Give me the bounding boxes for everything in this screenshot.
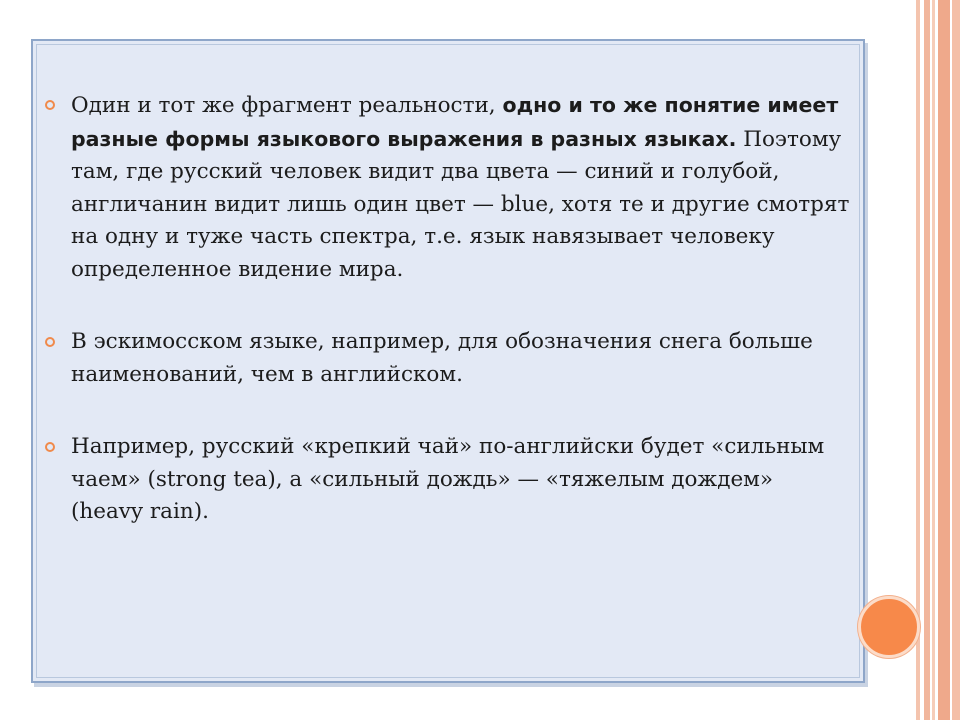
bullet-item (71, 326, 851, 391)
bullet-text: Например, русский «крепкий чай» по-английски будет «сильным чаем» (strong tea), а «сильный дождь» — «тяжелым дождем» (heavy rain). (71, 434, 825, 524)
content-panel (31, 39, 865, 683)
bullet-text: Поэтому там, где русский человек видит два цвета — синий и голубой, англичанин видит лишь один цвет — blue, хотя те и другие смотрят на одну и туже часть спектра, т.е. язык навязывает человеку определенное видение мира. (71, 126, 850, 282)
bullet-item (71, 89, 851, 286)
bullet-icon (45, 337, 55, 347)
bullet-bold-text: одно и то же понятие имеет разные формы языкового выражения в разных языках. (71, 93, 839, 151)
bullet-text: В эскимосском языке, например, для обозначения снега больше наименований, чем в английском. (71, 329, 813, 387)
bullet-icon (45, 442, 55, 452)
bullet-list (71, 89, 851, 529)
orange-circle-icon (858, 596, 920, 658)
decorative-stripe (952, 0, 960, 720)
bullet-text: Один и тот же фрагмент реальности, (71, 93, 503, 118)
bullet-icon (45, 100, 55, 110)
bullet-item (71, 431, 851, 529)
decorative-stripe (932, 0, 935, 720)
decorative-stripe (924, 0, 930, 720)
decorative-stripe (938, 0, 950, 720)
